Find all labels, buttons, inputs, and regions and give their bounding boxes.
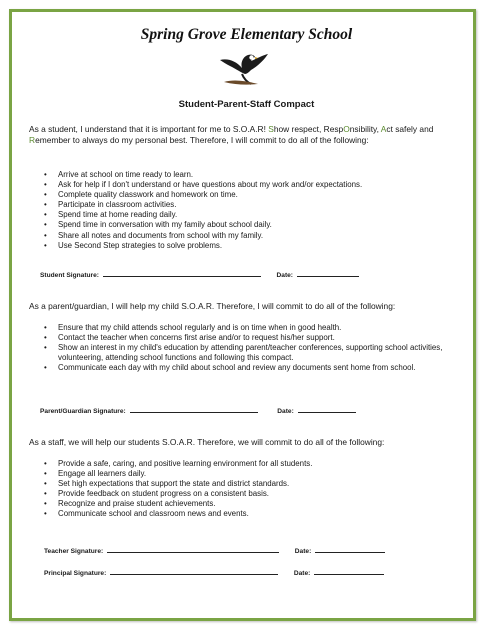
list-item: • Use Second Step strategies to solve problems. (44, 241, 469, 251)
teacher-signature-line[interactable] (107, 546, 279, 553)
principal-date-label: Date: (293, 570, 311, 577)
parent-signature-line[interactable] (130, 406, 258, 413)
teacher-signature-row (44, 546, 387, 555)
parent-signature-label: Parent/Guardian Signature: (40, 408, 126, 415)
parent-signature-row (40, 406, 358, 415)
list-item: • Share all notes and documents from school with my family. (44, 231, 469, 241)
student-date-label: Date: (276, 272, 294, 279)
principal-signature-row (44, 568, 386, 577)
student-signature-row (40, 270, 361, 279)
list-item: • Spend time in conversation with my family about school daily. (44, 220, 469, 230)
list-item: • Communicate each day with my child about school and review any documents sent home from school. (44, 363, 469, 373)
principal-date-line[interactable] (314, 568, 384, 575)
list-item: • Complete quality classwork and homework on time. (44, 190, 469, 200)
list-item: • Contact the teacher when concerns first arise and/or to request his/her support. (44, 333, 469, 343)
school-name: Spring Grove Elementary School (140, 26, 353, 43)
list-item: • Communicate school and classroom news and events. (44, 509, 469, 519)
student-signature-line[interactable] (103, 270, 261, 277)
list-item: • Recognize and praise student achievements. (44, 499, 469, 509)
list-item: • Spend time at home reading daily. (44, 210, 469, 220)
list-item: • Ask for help if I don't understand or have questions about my work and/or expectations. (44, 180, 469, 190)
list-item: • Arrive at school on time ready to learn. (44, 170, 469, 180)
list-item: • Provide a safe, caring, and positive learning environment for all students. (44, 459, 469, 469)
staff-commitments (44, 459, 469, 520)
list-item: • Engage all learners daily. (44, 469, 469, 479)
principal-signature-label: Principal Signature: (44, 570, 107, 577)
principal-signature-line[interactable] (110, 568, 278, 575)
teacher-signature-label: Teacher Signature: (44, 548, 104, 555)
compact-title: Student-Parent-Staff Compact (178, 99, 315, 110)
list-item: • Participate in classroom activities. (44, 200, 469, 210)
student-commitments (44, 170, 469, 251)
parent-date-line[interactable] (298, 406, 356, 413)
student-signature-label: Student Signature: (40, 272, 99, 279)
list-item: • Ensure that my child attends school regularly and is on time when in good health. (44, 323, 469, 333)
parent-commitments (44, 323, 469, 373)
parent-intro: As a parent/guardian, I will help my child S.O.A.R. Therefore, I will commit to do all of the following: (29, 301, 396, 311)
list-item: • Set high expectations that support the state and district standards. (44, 479, 469, 489)
student-intro: As a student, I understand that it is important for me to S.O.A.R! Show respect, RespOnsibility, Act safely and Remember to always do my personal best. Therefore, I will commit to do all of the following: (29, 124, 434, 145)
eagle-logo (218, 52, 270, 88)
list-item: • Show an interest in my child's education by attending parent/teacher conferences, supporting school activities, volunteering, attending school functions and following this compact. (44, 343, 469, 363)
teacher-date-label: Date: (294, 548, 312, 555)
staff-intro: As a staff, we will help our students S.O.A.R. Therefore, we will commit to do all of the following: (29, 437, 385, 447)
teacher-date-line[interactable] (315, 546, 385, 553)
parent-date-label: Date: (277, 408, 294, 415)
student-date-line[interactable] (297, 270, 359, 277)
list-item: • Provide feedback on student progress on a consistent basis. (44, 489, 469, 499)
